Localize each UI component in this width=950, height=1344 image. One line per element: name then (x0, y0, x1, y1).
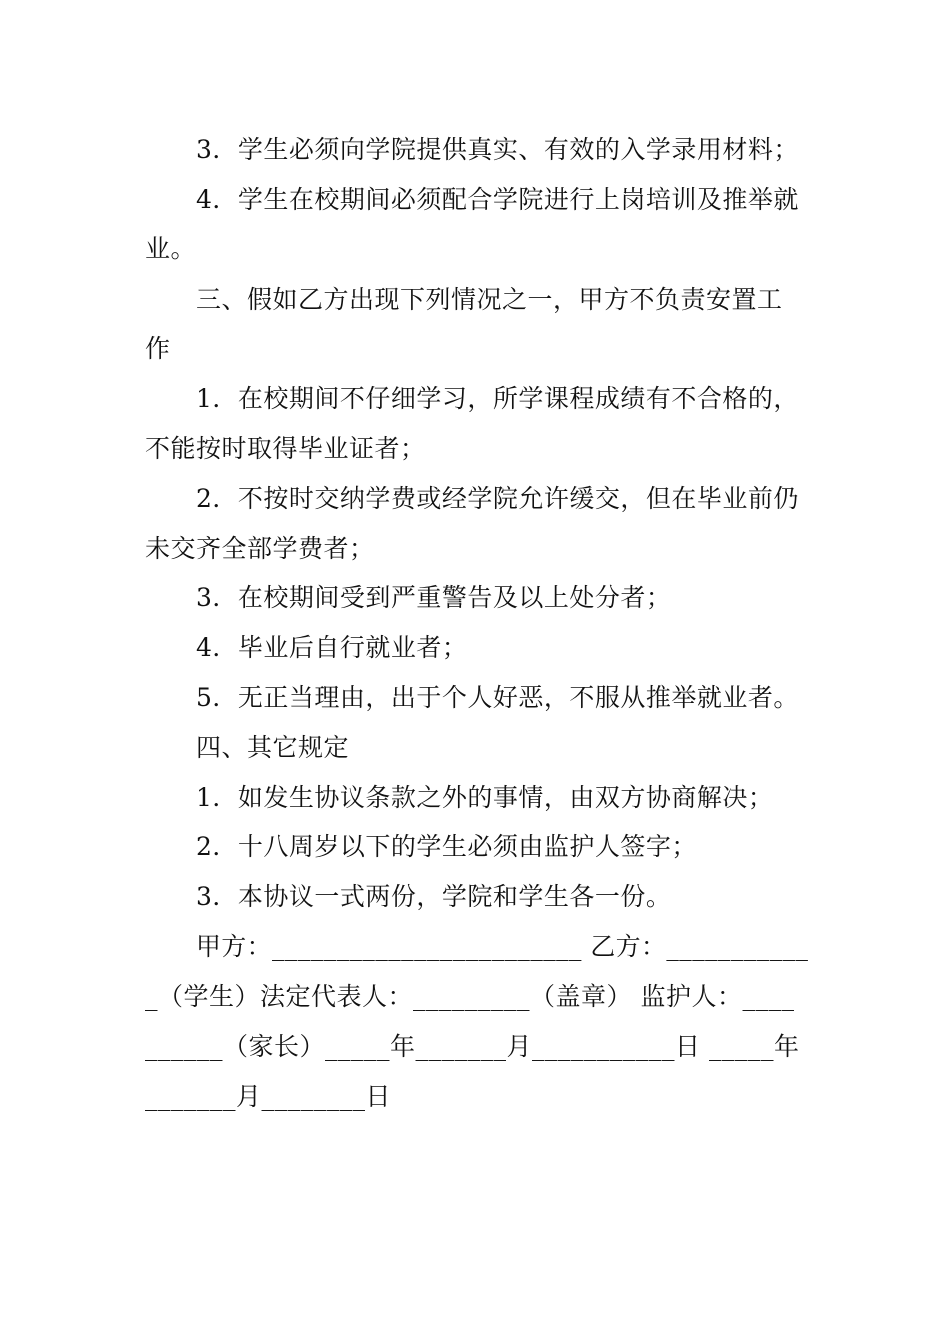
clause-2-item-4-cont: 业。 (145, 234, 197, 263)
clause-3-item-1: 1．在校期间不仔细学习，所学课程成绩有不合格的， (196, 384, 799, 413)
signature-representative-line: _（学生）法定代表人：_________（盖章） 监护人：____ (145, 982, 795, 1011)
clause-3-item-2-cont: 未交齐全部学费者； (145, 534, 375, 563)
clause-3-item-5: 5．无正当理由，出于个人好恶，不服从推举就业者。 (196, 683, 799, 712)
section-3-heading: 三、假如乙方出现下列情况之一，甲方不负责安置工 (196, 285, 783, 314)
signature-date-line-cont: _______月________日 (145, 1082, 392, 1111)
clause-3-item-4: 4．毕业后自行就业者； (196, 633, 468, 662)
clause-2-item-3: 3．学生必须向学院提供真实、有效的入学录用材料； (196, 135, 799, 164)
clause-3-item-2: 2．不按时交纳学费或经学院允许缓交，但在毕业前仍 (196, 484, 799, 513)
signature-date-line: ______（家长）_____年_______月___________日 _____年 (145, 1032, 800, 1061)
section-3-heading-cont: 作 (145, 334, 171, 363)
clause-4-item-1: 1．如发生协议条款之外的事情，由双方协商解决； (196, 783, 774, 812)
clause-4-item-2: 2．十八周岁以下的学生必须由监护人签字； (196, 832, 697, 861)
signature-party-line: 甲方：________________________ 乙方：___________ (196, 932, 809, 961)
section-4-heading: 四、其它规定 (196, 733, 350, 762)
clause-2-item-4: 4．学生在校期间必须配合学院进行上岗培训及推举就 (196, 185, 799, 214)
clause-3-item-1-cont: 不能按时取得毕业证者； (145, 434, 426, 463)
clause-3-item-3: 3．在校期间受到严重警告及以上处分者； (196, 583, 672, 612)
clause-4-item-3: 3．本协议一式两份，学院和学生各一份。 (196, 882, 672, 911)
